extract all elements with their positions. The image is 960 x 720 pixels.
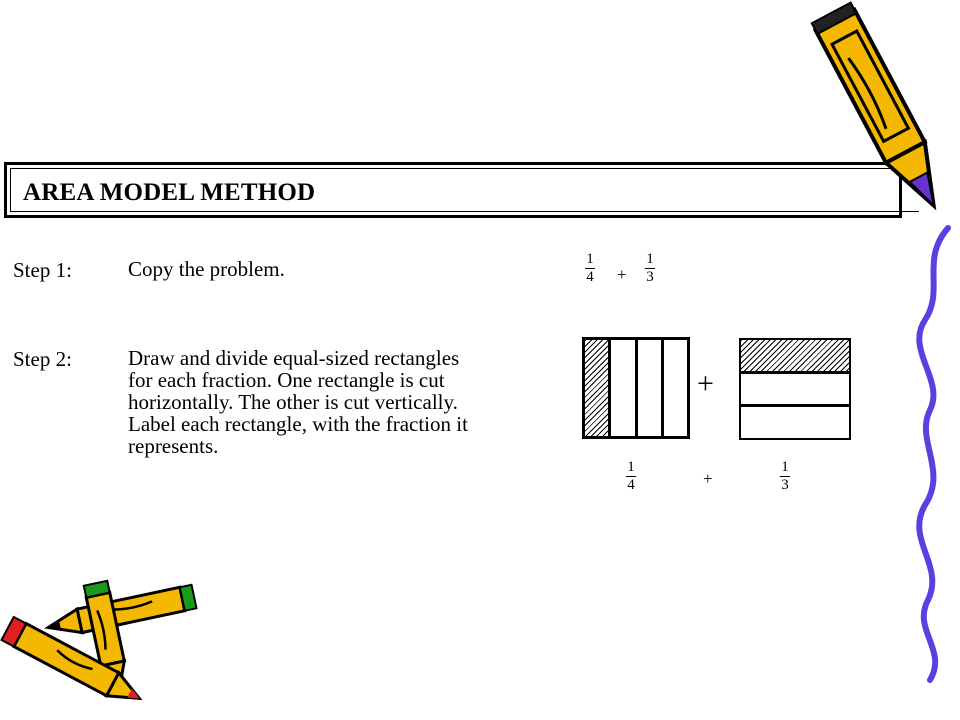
problem-right-denominator: 3 bbox=[646, 269, 654, 285]
problem-left-numerator: 1 bbox=[586, 251, 594, 267]
step-2-line: horizontally. The other is cut vertically. bbox=[128, 390, 458, 414]
step-2-line: Label each rectangle, with the fraction it bbox=[128, 412, 468, 436]
problem-plus: + bbox=[617, 265, 627, 284]
diagram-label-plus: + bbox=[703, 469, 713, 488]
problem-left-denominator: 4 bbox=[586, 269, 594, 285]
page-title: AREA MODEL METHOD bbox=[23, 179, 316, 206]
diagram-plus: + bbox=[697, 367, 714, 400]
step-1-text: Copy the problem. bbox=[128, 257, 285, 281]
diagram-left-numerator: 1 bbox=[627, 459, 635, 475]
step-2-label: Step 2: bbox=[13, 347, 72, 371]
diagram-right-denominator: 3 bbox=[781, 477, 789, 493]
step-2-line: represents. bbox=[128, 434, 219, 458]
step-2-line: Draw and divide equal-sized rectangles bbox=[128, 346, 460, 370]
step-2-line: for each fraction. One rectangle is cut bbox=[128, 368, 445, 392]
step-1-label: Step 1: bbox=[13, 258, 72, 282]
problem-right-numerator: 1 bbox=[646, 251, 654, 267]
diagram-right-numerator: 1 bbox=[781, 459, 789, 475]
diagram-left-denominator: 4 bbox=[627, 477, 635, 493]
